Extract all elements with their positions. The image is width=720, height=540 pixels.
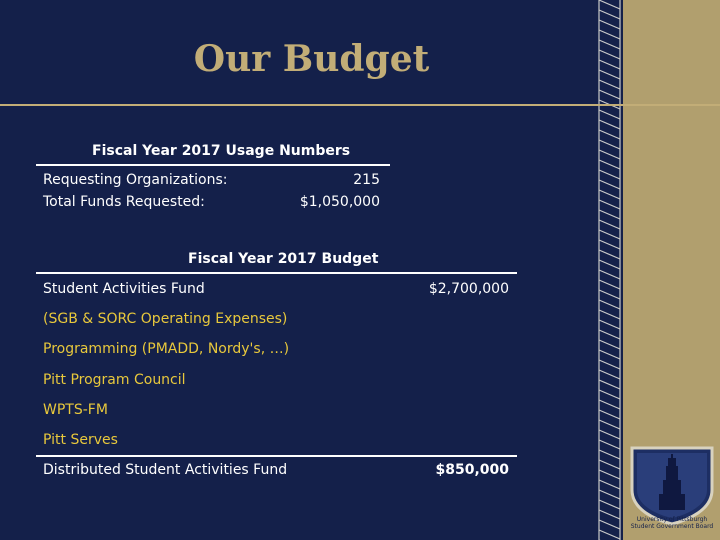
budget-table-rule-top	[36, 272, 517, 274]
budget-last-label: Distributed Student Activities Fund	[43, 462, 288, 478]
budget-sub-item: WPTS-FM	[43, 402, 108, 418]
usage-row-value: 215	[353, 172, 380, 188]
budget-sub-item: (SGB & SORC Operating Expenses)	[43, 311, 288, 327]
logo-caption-line1: University of Pittsburgh	[636, 516, 708, 523]
decorative-border-strip	[596, 0, 623, 540]
logo-caption-line2: Student Government Board	[630, 523, 714, 530]
usage-table-header: Fiscal Year 2017 Usage Numbers	[92, 143, 351, 159]
usage-table-rule	[36, 164, 390, 166]
hatch-pattern	[596, 0, 623, 540]
budget-sub-item: Pitt Serves	[43, 432, 118, 448]
usage-row-value: $1,050,000	[299, 194, 380, 210]
budget-main-label: Student Activities Fund	[43, 281, 205, 297]
budget-table-header: Fiscal Year 2017 Budget	[188, 251, 379, 267]
logo-caption	[626, 516, 718, 530]
usage-row-label: Requesting Organizations:	[43, 172, 228, 188]
usage-row-label: Total Funds Requested:	[43, 194, 205, 210]
budget-sub-item: Programming (PMADD, Nordy's, …)	[43, 341, 290, 357]
budget-table-rule-bottom	[36, 455, 517, 457]
budget-sub-item: Pitt Program Council	[43, 372, 186, 388]
title-divider	[0, 104, 720, 106]
slide-title: Our Budget	[193, 38, 430, 80]
budget-last-value: $850,000	[435, 462, 509, 478]
budget-main-value: $2,700,000	[428, 281, 509, 297]
